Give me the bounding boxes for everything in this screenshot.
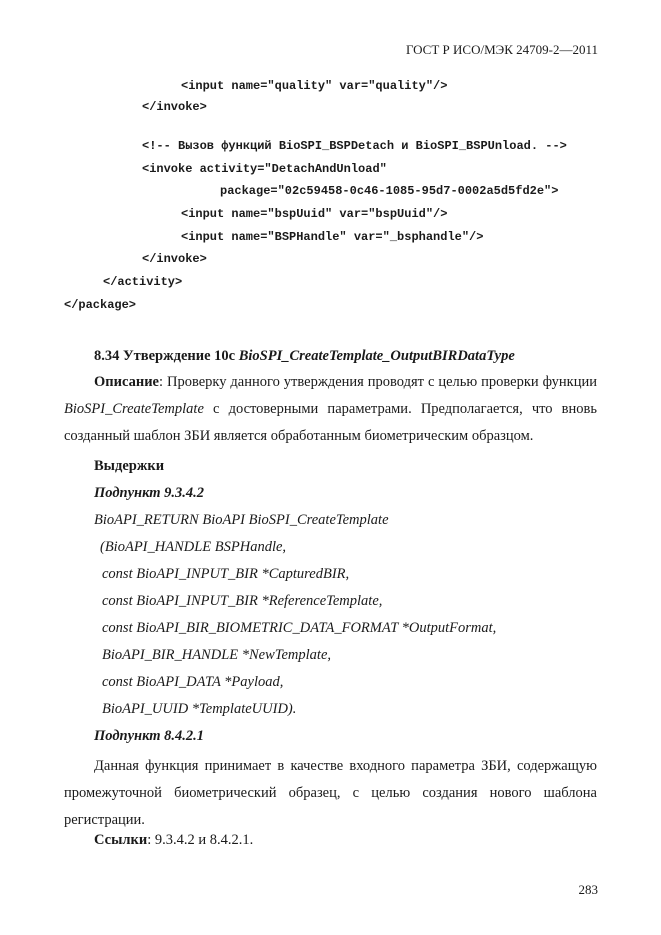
section-number: 8.34 (94, 348, 120, 364)
signature-line: BioAPI_UUID *TemplateUUID). (102, 701, 297, 717)
description-text-2: с достоверными параметрами. Предполагается, что вновь созданный шаблон ЗБИ является обработанным биометрическим образцом. (64, 401, 597, 444)
description-paragraph (64, 369, 597, 450)
section-title-prefix: Утверждение 10с (123, 348, 236, 364)
signature-line: (BioAPI_HANDLE BSPHandle, (100, 539, 287, 555)
signature-line: const BioAPI_INPUT_BIR *CapturedBIR, (102, 566, 350, 582)
body-paragraph: Данная функция принимает в качестве входного параметра ЗБИ, содержащую промежуточной биометрический образец, с целью создания нового шаблона регистрации. (64, 758, 597, 828)
code-line: <!-- Вызов функций BioSPI_BSPDetach и BioSPI_BSPUnload. --> (142, 139, 567, 153)
description-text-1: : Проверку данного утверждения проводят с целью проверки функции (159, 374, 597, 390)
signature-line: const BioAPI_INPUT_BIR *ReferenceTemplate, (102, 593, 383, 609)
section-heading (94, 348, 515, 365)
signature-line: BioAPI_RETURN BioAPI BioSPI_CreateTemplate (94, 512, 389, 528)
subclause-9-3-4-2: Подпункт 9.3.4.2 (94, 485, 205, 501)
code-line: </activity> (103, 275, 183, 289)
code-line: </invoke> (142, 252, 207, 266)
signature-line: const BioAPI_DATA *Payload, (102, 674, 284, 690)
excerpts-label: Выдержки (94, 458, 165, 474)
description-function: BioSPI_CreateTemplate (64, 401, 204, 417)
references-line (94, 832, 253, 849)
code-line: <invoke activity="DetachAndUnload" (142, 162, 387, 176)
code-line: <input name="BSPHandle" var="_bsphandle"/> (181, 230, 484, 244)
code-line: <input name="bspUuid" var="bspUuid"/> (181, 207, 448, 221)
standard-header: ГОСТ Р ИСО/МЭК 24709-2—2011 (405, 42, 598, 57)
section-title-function: BioSPI_CreateTemplate_OutputBIRDataType (238, 348, 515, 364)
references-text: : 9.3.4.2 и 8.4.2.1. (147, 832, 254, 848)
subclause-8-4-2-1: Подпункт 8.4.2.1 (94, 728, 205, 744)
signature-line: const BioAPI_BIR_BIOMETRIC_DATA_FORMAT *OutputFormat, (102, 620, 497, 636)
page-number: 283 (578, 882, 598, 897)
code-line: <input name="quality" var="quality"/> (181, 79, 448, 93)
code-line: package="02c59458-0c46-1085-95d7-0002a5d5fd2e"> (220, 184, 559, 198)
code-line: </package> (64, 298, 137, 312)
description-label: Описание (94, 374, 159, 390)
signature-line: BioAPI_BIR_HANDLE *NewTemplate, (102, 647, 332, 663)
references-label: Ссылки (94, 832, 148, 848)
code-line: </invoke> (142, 100, 207, 114)
